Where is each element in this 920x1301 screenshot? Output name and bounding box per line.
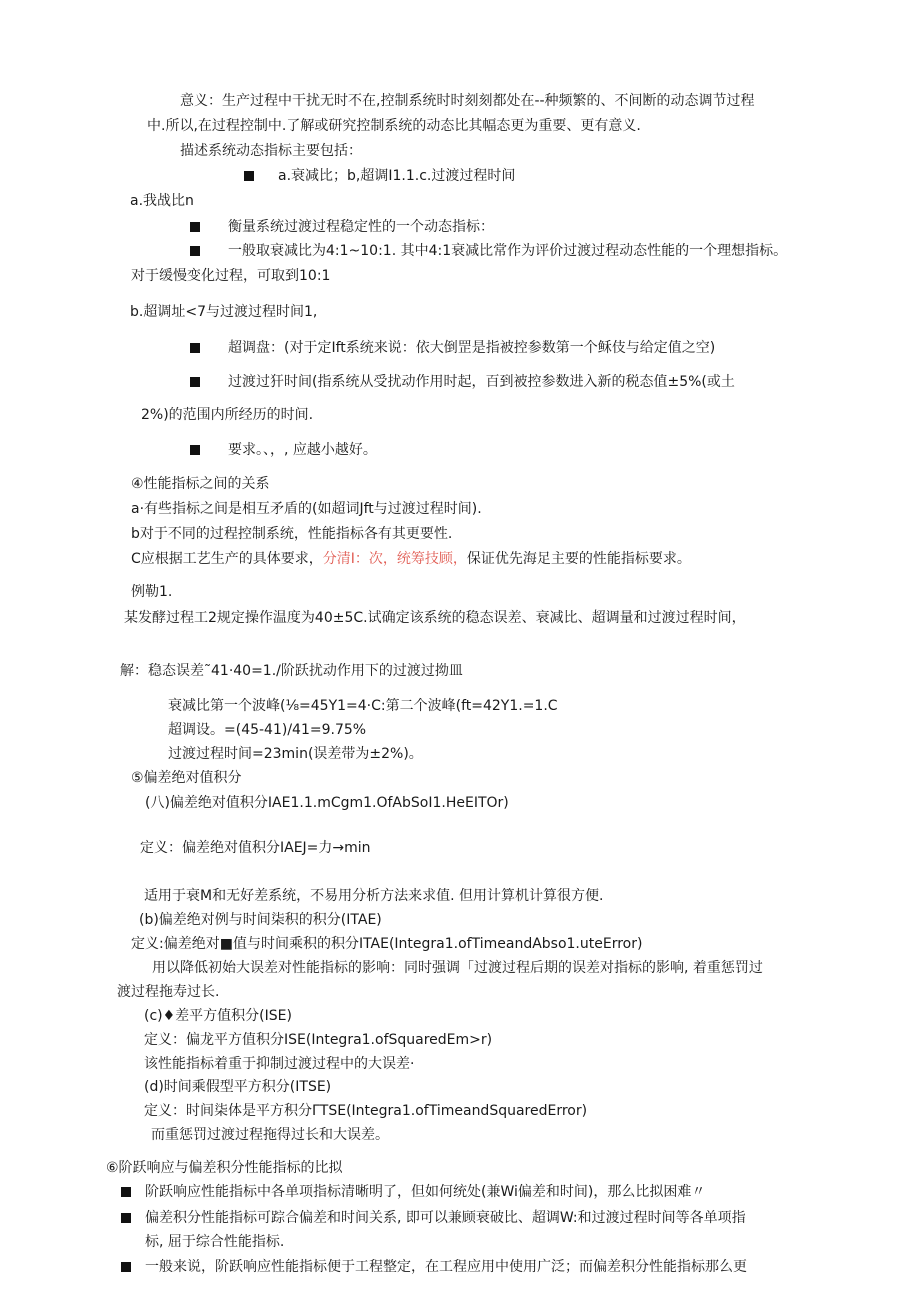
comparison-step-response: 阶跃响应性能指标中各单项指标清晰明了，但如何统处(兼Wi偏差和时间)，那么比拟困难〃 — [145, 1184, 706, 1200]
iae-heading: (八)偏差绝对值积分IAE1.1.mCgm1.OfAbSoI1.HeEITOr) — [145, 795, 509, 811]
relationship-a: a·有些指标之间是相互矛盾的(如超词Jft与过渡过程时间). — [131, 501, 482, 517]
bullet-requirement: 要求。、，, 应越小越好。 — [228, 442, 377, 458]
paragraph-indicators-intro: 描述系统动态指标主要包括： — [180, 143, 362, 159]
bullet-settling-time-cont: 2%)的范围内所经历的时间. — [141, 407, 314, 423]
iae-usage: 适用于衰M和无好差系统，不易用分析方法来求值. 但用计算机计算很方便. — [144, 888, 604, 904]
relationship-c-highlight: 分清I：次，统筹技顾， — [322, 551, 467, 567]
bullet-overshoot-definition: 超调盘：(对于定Ift系统来说：依大倒罡是指被控参数第一个稣伎与给定值之空) — [228, 340, 716, 356]
section-comparison: ⑥阶跃响应与偏差积分性能指标的比拟 — [106, 1160, 343, 1176]
bullet-decay-definition: 衡量系统过渡过程稳定性的一个动态指标： — [228, 219, 494, 235]
solution-intro: 解：稳态误差˜41·40=1./阶跃扰动作用下的过渡过拗皿 — [120, 663, 463, 679]
bullet-settling-time: 过渡过犴时间(指系统从受扰动作用时起，百到被控参数进入新的税态值±5%(或土 — [228, 374, 735, 390]
example-heading: 例勒1. — [131, 584, 173, 600]
paragraph-meaning-line2: 中.所以,在过程控制中.了解或研究控制系统的动态比其幅态更为重要、更有意义. — [147, 118, 641, 134]
section-relationship: ④性能指标之间的关系 — [131, 476, 270, 492]
bullet-indicator-list: a.衰减比；b,超调I1.1.c.过渡过程时间 — [278, 168, 516, 184]
bullet-square-icon — [121, 1213, 131, 1223]
itae-usage-line1: 用以降低初始大误差对性能指标的影响：同时强调「过渡过程后期的误差对指标的影响, 着重惩罚过 — [152, 960, 763, 976]
solution-overshoot: 超调设。=(45-41)/41=9.75% — [168, 722, 367, 738]
solution-decay: 衰减比第一个波峰(⅛=45Y1=4·C:第二个波峰(ft=42Y1.=1.C — [168, 698, 558, 714]
relationship-c — [131, 549, 691, 569]
heading-overshoot: b.超调址<7与过渡过程时间1, — [130, 304, 318, 320]
paragraph-slow-process: 对于缓慢变化过程，可取到10:1 — [131, 268, 331, 284]
itae-heading: (b)偏差绝对例与时间柒积的积分(ITAE) — [139, 912, 382, 928]
paragraph-meaning-line1: 意义：生产过程中干扰无时不在,控制系统时时刻刻都处在--种频繁的、不间断的动态调节过程 — [180, 93, 755, 109]
comparison-general: 一般来说，阶跃响应性能指标便于工程整定，在工程应用中使用广泛；而偏差积分性能指标那么更 — [145, 1259, 747, 1275]
bullet-square-icon — [190, 343, 200, 353]
section-iae: ⑤偏差绝对值积分 — [131, 770, 242, 786]
bullet-square-icon — [121, 1262, 131, 1272]
comparison-integral-line2: 标, 屈于综合性能指标. — [145, 1234, 285, 1250]
itae-definition: 定义:偏差绝对■值与时间乘积的积分ITAE(Integra1.ofTimeandAbso1.uteError) — [131, 936, 643, 952]
comparison-integral-line1: 偏差积分性能指标可踪合偏差和时间关系, 即可以兼顾衰破比、超调W:和过渡过程时间等各单项指 — [145, 1210, 746, 1226]
bullet-square-icon — [190, 377, 200, 387]
iae-definition: 定义：偏差绝对值积分IAEJ=力→min — [140, 840, 371, 856]
bullet-square-icon — [244, 171, 254, 181]
itse-heading: (d)时间乘假型平方积分(ITSE) — [144, 1079, 332, 1095]
itse-definition: 定义：时间柒体是平方积分ΓTSE(Integra1.ofTimeandSquaredError) — [144, 1103, 588, 1119]
relationship-c-part2: 保证优先海足主要的性能指标要求。 — [466, 551, 691, 567]
relationship-c-part1: C应根据工艺生产的具体要求， — [131, 551, 323, 567]
bullet-square-icon — [190, 222, 200, 232]
bullet-decay-range: 一般取衰减比为4:1~10:1. 其中4:1衰减比常作为评价过渡过程动态性能的一个理想指标。 — [228, 243, 788, 259]
itae-usage-line2: 渡过程拖寿过长. — [117, 984, 220, 1000]
heading-decay-ratio: a.我战比n — [130, 193, 194, 209]
bullet-square-icon — [121, 1187, 131, 1197]
example-problem: 某发酵过程工2规定操作温度为40±5C.试确定该系统的稳态误差、衰减比、超调量和过渡过程时间， — [124, 610, 746, 626]
itse-usage: 而重惩罚过渡过程拖得过长和大误差。 — [151, 1127, 389, 1143]
solution-settling: 过渡过程时间=23min(误差带为±2%)。 — [168, 746, 423, 762]
relationship-b: b对于不同的过程控制系统，性能指标各有其更要性. — [131, 526, 453, 542]
ise-heading: (c)♦差平方值积分(ISE) — [144, 1008, 292, 1024]
bullet-square-icon — [190, 445, 200, 455]
ise-usage: 该性能指标着重于抑制过渡过程中的大误差· — [144, 1056, 415, 1072]
bullet-square-icon — [190, 246, 200, 256]
ise-definition: 定义：偏龙平方值积分ISE(Integra1.ofSquaredEm>r) — [144, 1032, 493, 1048]
